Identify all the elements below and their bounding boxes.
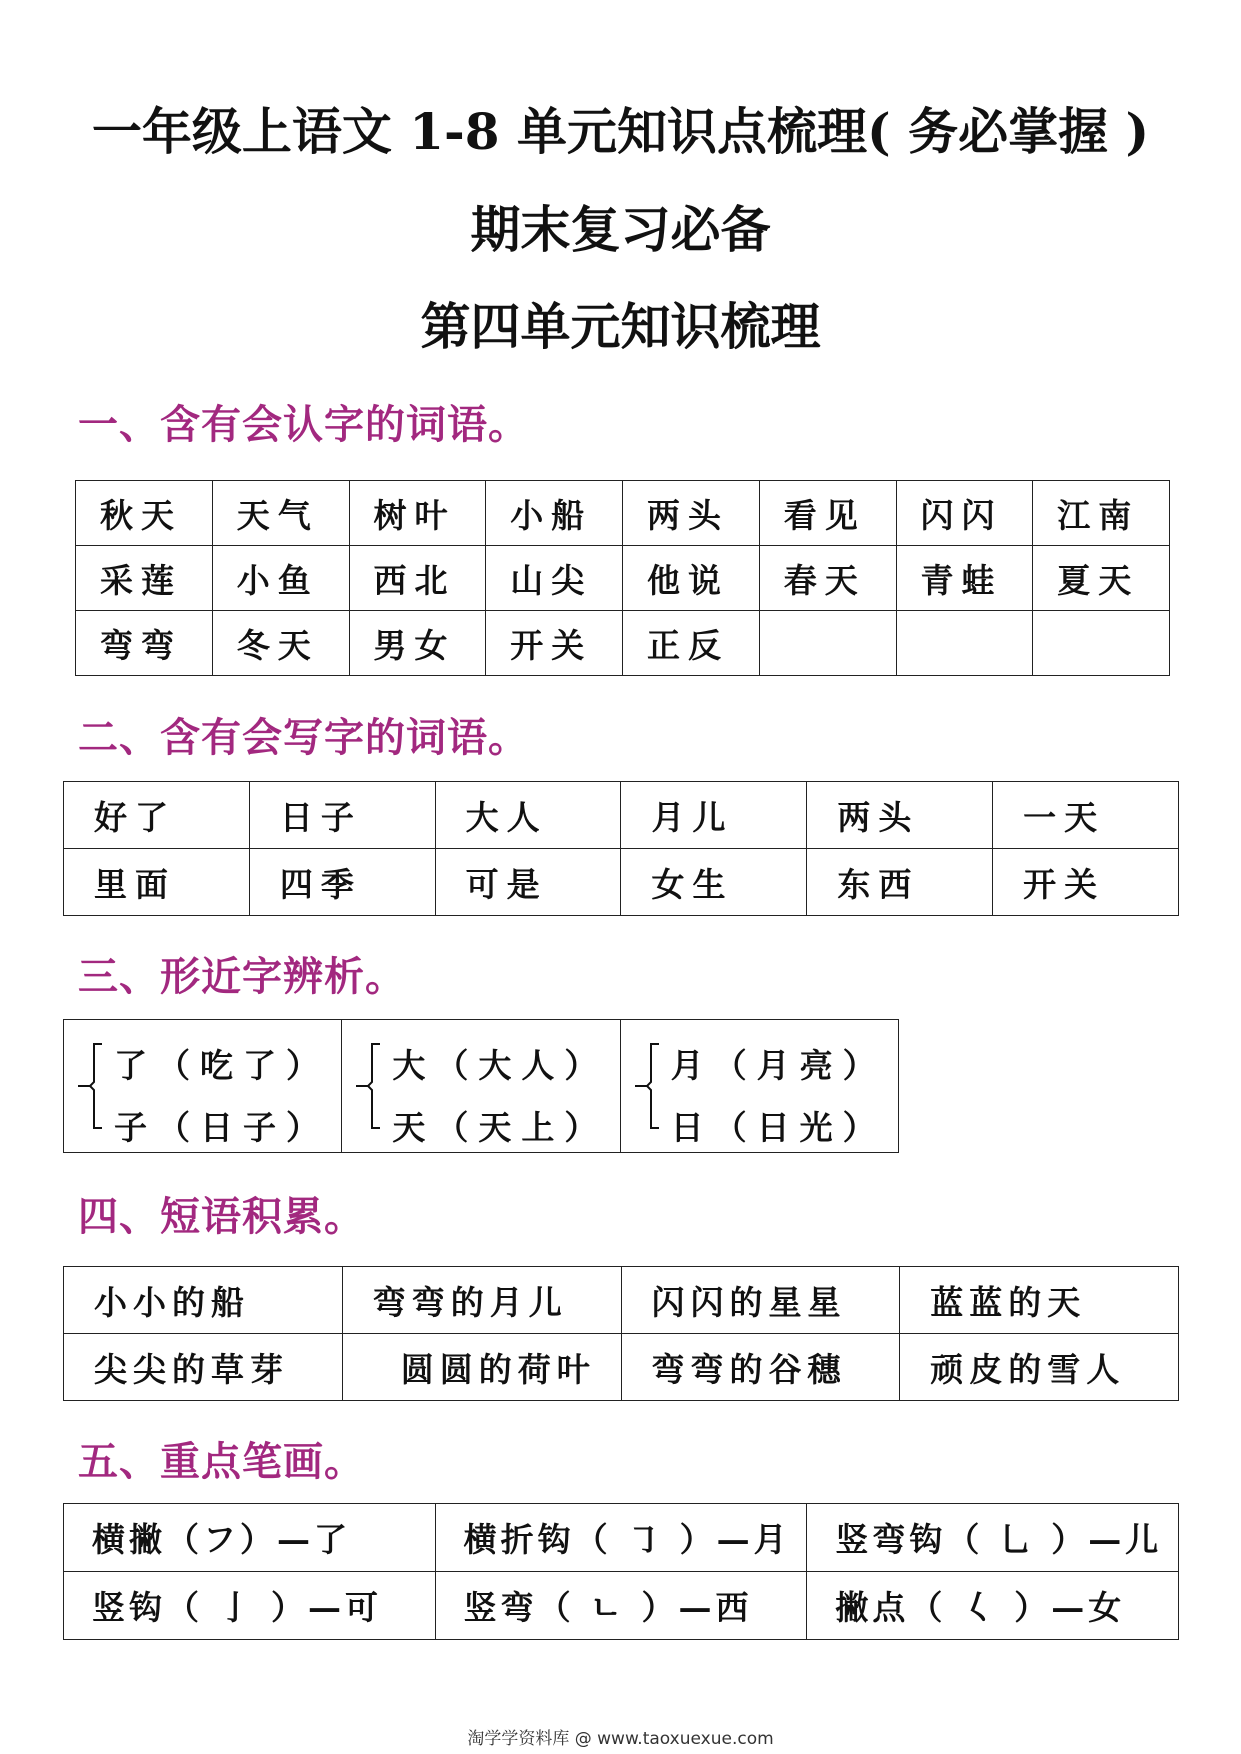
table-row (64, 1572, 1179, 1640)
table-cell: 弯弯的月儿 (342, 1267, 621, 1334)
table-cell: 秋天 (76, 481, 213, 546)
table-cell: 蓝蓝的天 (900, 1267, 1179, 1334)
table-row (76, 481, 1170, 546)
table-cell: 西北 (349, 546, 486, 611)
table-cell: 冬天 (212, 611, 349, 676)
section-heading-similar-characters: 三、形近字辨析。 (78, 953, 406, 1000)
table-cell: 可是 (435, 849, 621, 916)
table-cell: 四季 (249, 849, 435, 916)
table-cell: 圆圆的荷叶 (342, 1334, 621, 1401)
table-cell: 女生 (621, 849, 807, 916)
similar-characters-table (63, 1019, 899, 1153)
table-cell: 夏天 (1033, 546, 1170, 611)
table-cell: 开关 (993, 849, 1179, 916)
table-row (76, 546, 1170, 611)
table-cell: 弯弯的谷穗 (621, 1334, 900, 1401)
table-cell: 撇点（ 𡿨 ）—女 (807, 1572, 1179, 1640)
character-pair-cell (64, 1020, 342, 1153)
table-cell: 东西 (807, 849, 993, 916)
table-row (64, 1334, 1179, 1401)
section-heading-phrases: 四、短语积累。 (78, 1193, 365, 1240)
table-row (64, 782, 1179, 849)
document-title: 一年级上语文 1-8 单元知识点梳理( 务必掌握 ) (91, 102, 1150, 161)
table-row (64, 849, 1179, 916)
table-cell: 小鱼 (212, 546, 349, 611)
character-pair-bottom: 天（天上） (392, 1108, 608, 1147)
table-row (76, 611, 1170, 676)
key-strokes-table (63, 1503, 1179, 1640)
table-cell: 闪闪 (896, 481, 1033, 546)
table-cell: 男女 (349, 611, 486, 676)
table-cell: 小小的船 (64, 1267, 343, 1334)
character-pair-bottom: 日（日光） (670, 1108, 886, 1147)
table-row (64, 1020, 899, 1153)
character-pair-top: 了（吃了） (114, 1046, 329, 1085)
footer-watermark: 淘学学资料库 @ www.taoxuexue.com (467, 1729, 774, 1749)
brace-icon (76, 1042, 106, 1130)
document-subtitle: 期末复习必备 (470, 200, 771, 259)
table-cell: 竖弯钩（ 乚 ）—儿 (807, 1504, 1179, 1572)
table-cell: 横折钩（ ㇆ ）—月 (435, 1504, 807, 1572)
unit-title: 第四单元知识梳理 (420, 297, 821, 356)
table-cell: 月儿 (621, 782, 807, 849)
table-cell (759, 611, 896, 676)
brace-icon (633, 1042, 663, 1130)
table-cell: 横撇（フ）—了 (64, 1504, 436, 1572)
table-cell: 好了 (64, 782, 250, 849)
character-pair-bottom: 子（日子） (114, 1108, 329, 1147)
table-cell: 天气 (212, 481, 349, 546)
table-cell: 两头 (623, 481, 760, 546)
table-cell: 开关 (486, 611, 623, 676)
table-cell: 弯弯 (76, 611, 213, 676)
table-cell: 采莲 (76, 546, 213, 611)
writable-words-table (63, 781, 1179, 916)
table-cell: 日子 (249, 782, 435, 849)
table-cell: 竖弯（ ㄴ ）—西 (435, 1572, 807, 1640)
table-cell: 大人 (435, 782, 621, 849)
table-row (64, 1267, 1179, 1334)
table-cell: 春天 (759, 546, 896, 611)
table-cell: 尖尖的草芽 (64, 1334, 343, 1401)
table-cell: 看见 (759, 481, 896, 546)
table-cell (1033, 611, 1170, 676)
table-cell: 竖钩（ 亅 ）—可 (64, 1572, 436, 1640)
table-cell: 两头 (807, 782, 993, 849)
table-cell (896, 611, 1033, 676)
section-heading-recognized-words: 一、含有会认字的词语。 (78, 401, 529, 448)
table-cell: 山尖 (486, 546, 623, 611)
table-cell: 正反 (623, 611, 760, 676)
character-pair-top: 大（大人） (392, 1046, 608, 1085)
section-heading-key-strokes: 五、重点笔画。 (78, 1438, 365, 1485)
character-pair-cell (620, 1020, 898, 1153)
table-cell: 里面 (64, 849, 250, 916)
table-cell: 一天 (993, 782, 1179, 849)
brace-icon (354, 1042, 384, 1130)
section-heading-writable-words: 二、含有会写字的词语。 (78, 714, 529, 761)
table-cell: 他说 (623, 546, 760, 611)
phrases-table (63, 1266, 1179, 1401)
table-cell: 江南 (1033, 481, 1170, 546)
table-cell: 顽皮的雪人 (900, 1334, 1179, 1401)
character-pair-cell (342, 1020, 620, 1153)
table-cell: 小船 (486, 481, 623, 546)
table-cell: 树叶 (349, 481, 486, 546)
character-pair-top: 月（月亮） (670, 1046, 886, 1085)
table-cell: 闪闪的星星 (621, 1267, 900, 1334)
table-cell: 青蛙 (896, 546, 1033, 611)
table-row (64, 1504, 1179, 1572)
recognized-words-table (75, 480, 1170, 676)
